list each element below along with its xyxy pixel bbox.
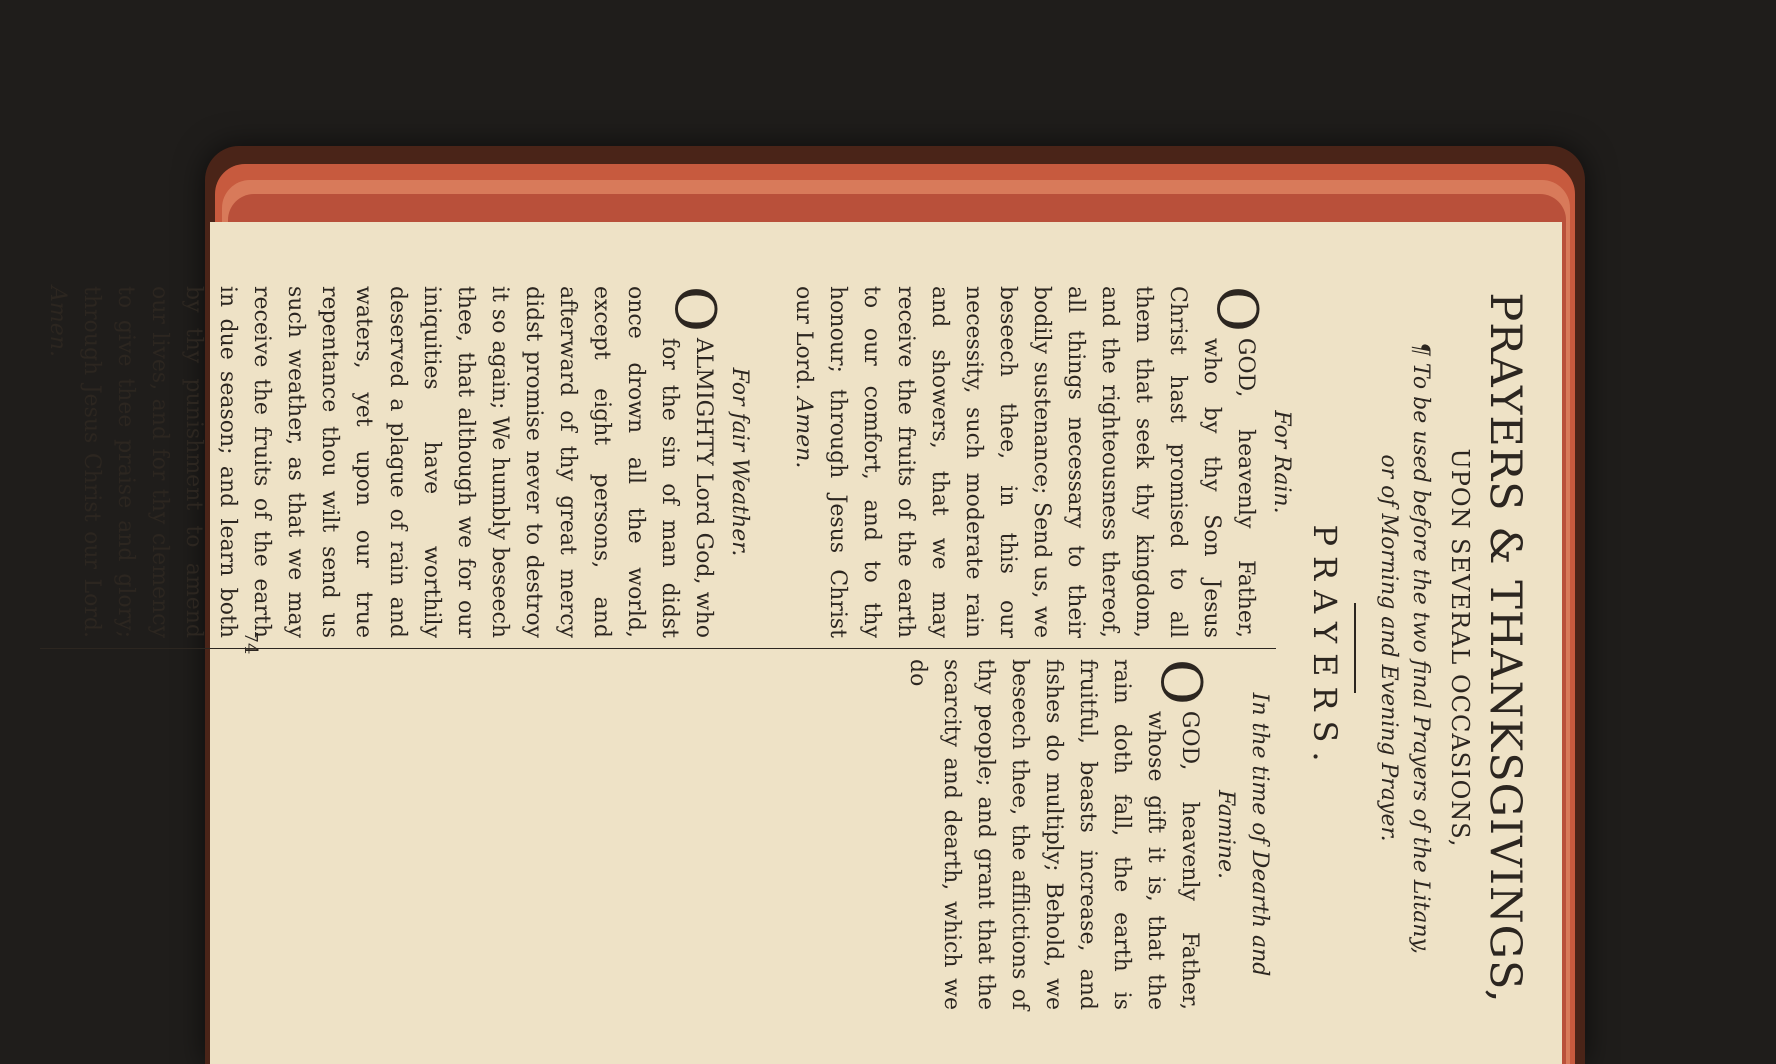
prayer-body: ALMIGHTY Lord God, who for the sin of man didst once drown all the world, except eight persons, and afterward of thy great mercy didst promise never to destroy it so again; We humbly beseech thee, that although we for our iniquities have worthily deserved a plague of rain and waters, yet upon our true repentance thou wilt send us such weather, as that we may receive the fruits of the earth in due season; and learn both by thy punishment to amend our lives, and for thy clemency to give thee praise and glory; through Jesus Christ our Lord.	[79, 286, 716, 638]
rubric	[1372, 286, 1436, 1010]
prayer-text	[900, 659, 1213, 1010]
book-page	[45, 222, 1562, 1064]
prayer-body: GOD, heavenly Father, who by thy Son Jesus Christ hast promised to all them that seek thy kingdom, and the righteousness thereof, all things necessary to their bodily sustenance; Send us, we beseech thee, in this our necessity, such moderate rain and showers, that we may receive the fruits of the earth to our comfort, and to thy honour; through Jesus Christ our Lord.	[791, 286, 1258, 638]
rubric-line: ¶ To be used before the two final Prayers of the Litany,	[1408, 341, 1433, 955]
left-column	[40, 286, 1298, 648]
prayer-text	[786, 286, 1269, 638]
page-content	[45, 222, 1562, 1064]
prayer-text	[40, 286, 727, 638]
page-number: 74	[240, 631, 261, 655]
section-heading: PRAYERS.	[1306, 524, 1344, 772]
right-column	[40, 648, 1276, 1010]
prayer-amen: Amen.	[45, 286, 70, 357]
prayer-title: For Rain.	[1269, 410, 1294, 514]
page-title: PRAYERS & THANKSGIVINGS,	[1480, 292, 1530, 1004]
text-columns	[40, 286, 1298, 1010]
prayer-amen: Amen.	[791, 397, 816, 469]
prayer-body: GOD, heavenly Father, whose gift it is, that the rain doth fall, the earth is fruitful, beasts increase, and fishes do multiply; Behold, we beseech thee, the afflictions of thy people; and grant that the scarcity and dearth, which we do	[905, 659, 1202, 1010]
page-subtitle: UPON SEVERAL OCCASIONS,	[1446, 448, 1474, 848]
prayer-title: In the time of Dearth and Famine.	[1213, 692, 1272, 977]
rubric-line: or of Morning and Evening Prayer.	[1376, 454, 1401, 842]
prayer-title: For fair Weather.	[727, 367, 752, 557]
drop-cap: O	[1148, 659, 1213, 705]
drop-cap: O	[1204, 286, 1269, 332]
drop-cap: O	[662, 286, 727, 332]
divider	[1354, 603, 1356, 693]
